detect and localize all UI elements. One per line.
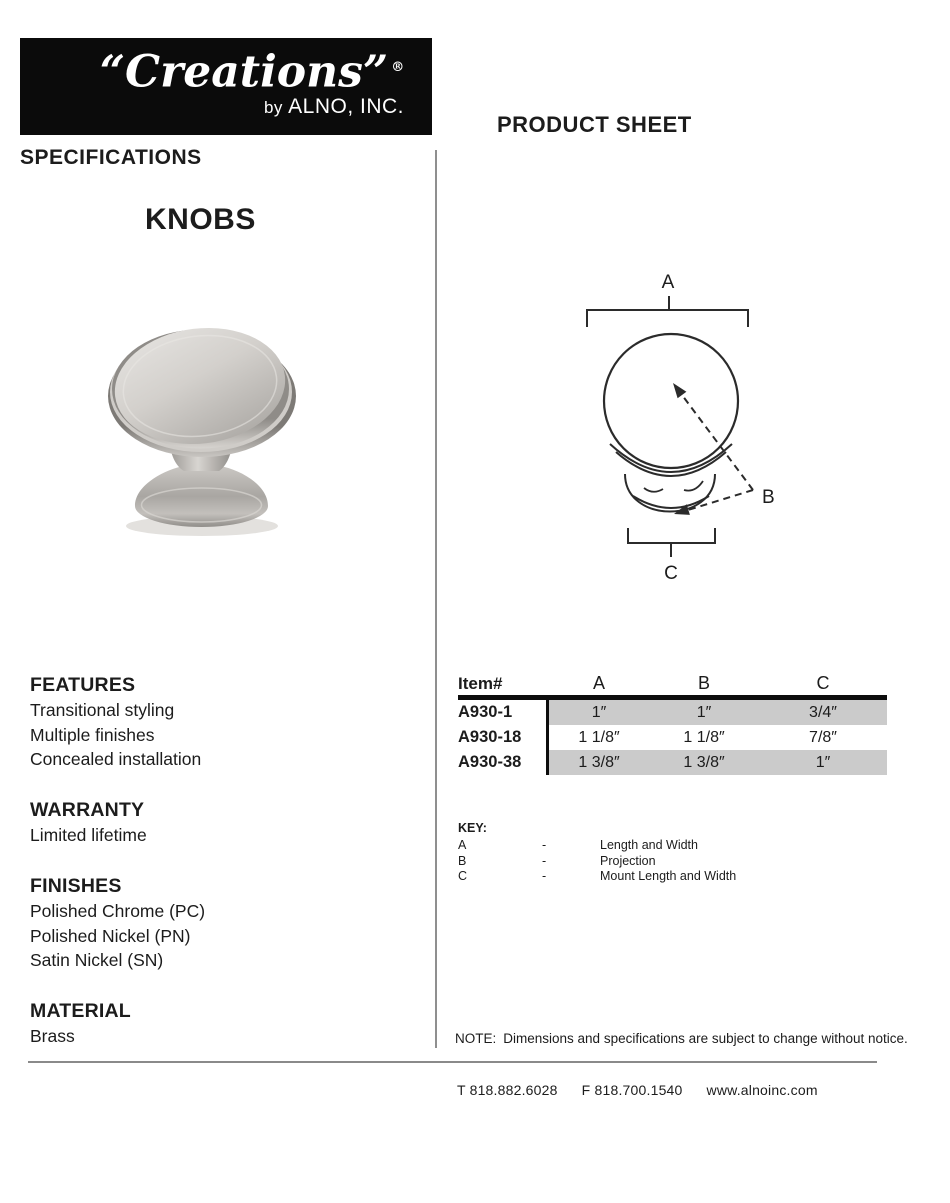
column-header-b: B — [697, 673, 710, 693]
key-description: Projection — [600, 853, 656, 868]
base-reflection-right — [684, 481, 703, 491]
column-header-a: A — [592, 673, 605, 693]
feature-item: Multiple finishes — [30, 724, 155, 745]
footer-divider — [28, 1061, 877, 1063]
base-reflection-left — [644, 488, 663, 492]
feature-item: Concealed installation — [30, 749, 202, 770]
key-row — [458, 869, 878, 885]
item-number: A930-38 — [458, 753, 522, 771]
key-row — [458, 838, 878, 854]
section-material — [30, 998, 425, 1049]
key-title: KEY: — [458, 821, 487, 835]
table-header-row — [458, 670, 887, 700]
footer-contact — [457, 1082, 818, 1098]
dim-label-a: A — [661, 272, 675, 293]
logo-brand-name: “Creations” — [99, 46, 389, 98]
key-dash: - — [542, 853, 547, 868]
key-dash: - — [542, 869, 547, 884]
row-values — [546, 725, 887, 750]
value-a: 1″ — [591, 704, 607, 721]
table-row — [458, 750, 887, 775]
warranty-item: Limited lifetime — [30, 825, 147, 846]
value-c: 7/8″ — [809, 729, 837, 746]
note-label: NOTE: — [455, 1031, 497, 1046]
item-number: A930-1 — [458, 703, 513, 721]
section-title-warranty: WARRANTY — [30, 799, 145, 822]
key-description: Length and Width — [600, 838, 698, 852]
finish-item: Satin Nickel (SN) — [30, 950, 164, 971]
value-a: 1 3/8″ — [578, 754, 620, 771]
disclaimer-note — [455, 1031, 908, 1046]
footer-phone: T 818.882.6028 — [457, 1082, 558, 1098]
section-finishes — [30, 873, 425, 973]
finish-item: Polished Nickel (PN) — [30, 925, 191, 946]
value-b: 1″ — [696, 704, 712, 721]
table-row — [458, 700, 887, 725]
column-header-item: Item# — [458, 674, 503, 693]
key-letter: A — [458, 838, 467, 852]
logo-company-name: ALNO, INC. — [288, 94, 404, 118]
note-text: Dimensions and specifications are subject to change without notice. — [503, 1031, 908, 1046]
finish-item: Polished Chrome (PC) — [30, 900, 206, 921]
row-values — [546, 700, 887, 725]
dim-label-c: C — [664, 563, 678, 584]
dimension-key — [458, 820, 878, 885]
section-title-finishes: FINISHES — [30, 874, 122, 897]
key-dash: - — [542, 838, 547, 852]
specifications-heading: SPECIFICATIONS — [20, 146, 202, 169]
key-row — [458, 854, 878, 870]
key-letter: C — [458, 869, 468, 884]
dim-a-bracket — [587, 310, 748, 327]
section-title-features: FEATURES — [30, 674, 136, 696]
product-title: KNOBS — [145, 203, 256, 236]
value-b: 1 1/8″ — [683, 729, 725, 746]
spec-sections — [30, 672, 425, 1049]
feature-item: Transitional styling — [30, 700, 175, 720]
product-photo-knob — [105, 312, 320, 542]
section-title-material: MATERIAL — [30, 999, 131, 1022]
dim-b-arrow-line-upper — [682, 395, 753, 490]
column-header-c: C — [816, 673, 830, 693]
logo-byline-by: by — [263, 97, 283, 117]
row-values — [546, 750, 887, 775]
spec-table — [458, 670, 887, 775]
value-c: 3/4″ — [809, 704, 837, 721]
dim-b-arrow-line-lower — [688, 490, 753, 510]
item-number: A930-18 — [458, 728, 522, 746]
dim-label-b: B — [762, 487, 775, 508]
footer-website: www.alnoinc.com — [706, 1082, 818, 1098]
knob-base — [135, 466, 268, 527]
registered-mark: ® — [391, 60, 405, 75]
creations-logo — [20, 38, 432, 135]
value-c: 1″ — [815, 754, 831, 771]
arrowhead-upper — [673, 383, 686, 398]
column-divider — [435, 150, 437, 1048]
dimension-diagram — [570, 262, 810, 592]
section-warranty — [30, 797, 425, 848]
value-b: 1 3/8″ — [683, 754, 725, 771]
dim-c-bracket — [628, 528, 715, 543]
table-row — [458, 725, 887, 750]
section-features — [30, 672, 425, 772]
value-a: 1 1/8″ — [578, 729, 620, 746]
key-letter: B — [458, 853, 467, 868]
logo-script-text — [20, 38, 432, 99]
product-sheet-heading: PRODUCT SHEET — [497, 112, 692, 137]
knob-outline-top — [604, 334, 738, 468]
key-description: Mount Length and Width — [600, 869, 737, 884]
material-item: Brass — [30, 1025, 75, 1046]
footer-fax: F 818.700.1540 — [581, 1082, 683, 1098]
